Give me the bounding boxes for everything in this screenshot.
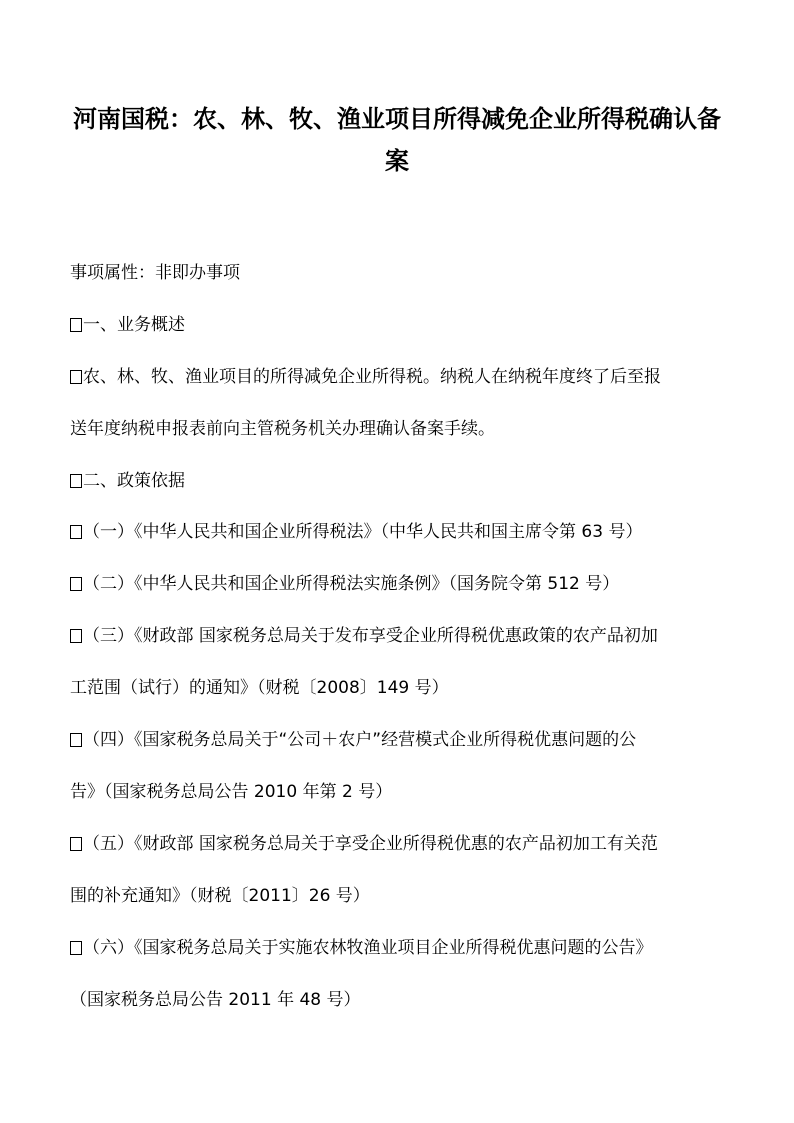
section-2-heading: 二、政策依据 <box>70 470 730 492</box>
document-title <box>60 98 734 182</box>
title-line-2: 案 <box>385 147 409 175</box>
checkbox-icon <box>70 629 82 643</box>
checkbox-icon <box>70 370 82 384</box>
policy-item-6-line-2: （国家税务总局公告 2011 年 48 号） <box>70 990 361 1010</box>
overview-line-2: 送年度纳税申报表前向主管税务机关办理确认备案手续。 <box>70 419 495 439</box>
section-1-heading: 一、业务概述 <box>70 314 730 336</box>
title-line-1: 河南国税：农、林、牧、渔业项目所得减免企业所得税确认备 <box>73 105 721 133</box>
overview-line-1: 农、林、牧、渔业项目的所得减免企业所得税。纳税人在纳税年度终了后至报 <box>70 366 730 388</box>
checkbox-icon <box>70 577 82 591</box>
checkbox-icon <box>70 941 82 955</box>
attribute-line: 事项属性：非即办事项 <box>70 263 240 283</box>
policy-item-4-line-1: （四）《国家税务总局关于“公司＋农户”经营模式企业所得税优惠问题的公 <box>70 729 730 751</box>
policy-item-5-line-1: （五）《财政部 国家税务总局关于享受企业所得税优惠的农产品初加工有关范 <box>70 833 730 855</box>
policy-item-3-line-1: （三）《财政部 国家税务总局关于发布享受企业所得税优惠政策的农产品初加 <box>70 625 730 647</box>
policy-item-4-line-2: 告》（国家税务总局公告 2010 年第 2 号） <box>70 782 393 802</box>
checkbox-icon <box>70 525 82 539</box>
policy-item-2: （二）《中华人民共和国企业所得税法实施条例》（国务院令第 512 号） <box>70 573 730 595</box>
policy-item-5-line-2: 围的补充通知》（财税〔2011〕26 号） <box>70 886 370 906</box>
policy-item-6-line-1: （六）《国家税务总局关于实施农林牧渔业项目企业所得税优惠问题的公告》 <box>70 937 730 959</box>
checkbox-icon <box>70 474 82 488</box>
checkbox-icon <box>70 318 82 332</box>
checkbox-icon <box>70 837 82 851</box>
policy-item-3-line-2: 工范围（试行）的通知》（财税〔2008〕149 号） <box>70 678 449 698</box>
checkbox-icon <box>70 733 82 747</box>
policy-item-1: （一）《中华人民共和国企业所得税法》（中华人民共和国主席令第 63 号） <box>70 521 730 543</box>
